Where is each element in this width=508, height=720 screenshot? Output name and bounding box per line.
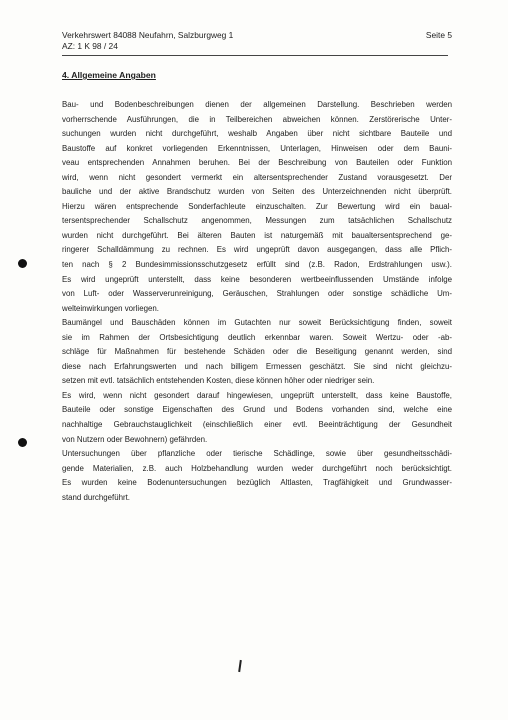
text-line: Es wird, wenn nicht gesondert darauf hingewiesen, ungeprüft unterstellt, dass keine Baustoffe,	[62, 390, 452, 400]
header-title: Verkehrswert 84088 Neufahrn, Salzburgweg 1	[62, 30, 234, 40]
page-header	[62, 30, 452, 52]
text-line: Bau- und Bodenbeschreibungen dienen der allgemeinen Darstellung. Beschrieben werden	[62, 100, 452, 109]
text-line: veau entsprechenden Annahmen beruhen. Bei der Beschreibung von Bauteilen oder Funktion	[62, 158, 452, 168]
text-line: ringerer Schalldämmung zu rechnen. Es wird ungeprüft davon ausgegangen, dass alle Pflich-	[62, 245, 452, 255]
text-line: Untersuchungen über pflanzliche oder tierische Schädlinge, sowie über gesundheitsschädi-	[62, 449, 452, 459]
text-line: diese nach Erfahrungswerten und nach billigem Ermessen geschätzt. Sie sind nicht gleichzu-	[62, 361, 452, 371]
punch-hole	[18, 259, 27, 268]
text-line: tersentsprechender Schallschutz angenommen, Messungen zum tatsächlichen Schallschutz	[62, 216, 452, 226]
text-line: Es wurden keine Bodenuntersuchungen bezüglich Altlasten, Tragfähigkeit und Grundwasser-	[62, 478, 452, 488]
text-line: schläge für Maßnahmen für bestehende Schäden oder die Beseitigung genannt werden, sind	[62, 347, 452, 357]
body-text	[62, 98, 452, 505]
page-number: Seite 5	[425, 30, 452, 40]
text-line: nachhaltige Gebrauchstauglichkeit (einschließlich einer evtl. Beeinträchtigung der Gesundheit	[62, 420, 452, 430]
text-line: wird, wenn nicht gesondert vermerkt ein altersentsprechender Zustand vorausgesetzt. Der	[62, 172, 452, 182]
section-heading: 4. Allgemeine Angaben	[62, 70, 156, 80]
text-line: gende Materialien, z.B. auch Holzbehandlung wurden weder durchgeführt noch berücksichtigt.	[62, 463, 452, 473]
case-reference: AZ: 1 K 98 / 24	[62, 41, 118, 51]
text-line: vorherrschende Ausführungen, die in Teilbereichen abweichen können. Zerstörerische Unter-	[62, 114, 452, 124]
text-line: suchungen wurden nicht durchgeführt, weshalb Angaben über nicht sichtbare Bauteile und	[62, 129, 452, 139]
text-line: setzen mit evtl. tatsächlich entstehenden Kosten, diese können höher oder niedriger sein.	[62, 376, 375, 386]
text-line: ten nach § 2 Bundesimmissionsschutzgesetz erfüllt sind (z.B. Radon, Erdstrahlungen usw.).	[62, 260, 452, 270]
text-line: Baumängel und Bauschäden können im Gutachten nur soweit Berücksichtigung finden, soweit	[62, 318, 452, 328]
header-divider	[62, 55, 448, 56]
pen-mark	[238, 660, 242, 672]
text-line: Baustoffe auf konkret vorliegenden Erkenntnissen, Unterlagen, Hinweisen oder dem Bauni-	[62, 143, 452, 153]
text-line: Hierzu wären entsprechende Sonderfachleute einzuschalten. Zur Bewertung wird ein baual-	[62, 201, 452, 211]
text-line: Bauteile oder sonstige Eigenschaften des Grund und Bodens vorhanden sind, welche eine	[62, 405, 452, 415]
text-line: von Nutzern oder Bewohnern) gefährden.	[62, 434, 208, 444]
text-line: bauliche und der aktive Brandschutz wurden von Seiten des Unterzeichnenden nicht überprüft.	[62, 187, 452, 197]
text-line: wurden nicht durchgeführt. Bei älteren Bauten ist naturgemäß mit baualtersentsprechend ge-	[62, 230, 452, 240]
text-line: stand durchgeführt.	[62, 492, 130, 502]
text-line: von Luft- oder Wasserverunreinigung, Geräuschen, Strahlungen oder sonstige schädliche Um-	[62, 289, 452, 299]
text-line: sie im Rahmen der Ortsbesichtigung deutlich erkennbar waren. Soweit Wertzu- oder -ab-	[62, 332, 452, 342]
text-line: welteinwirkungen vorliegen.	[62, 303, 159, 313]
text-line: Es wird ungeprüft unterstellt, dass keine besonderen wertbeeinflussenden Umstände infolge	[62, 274, 452, 284]
punch-hole	[18, 438, 27, 447]
